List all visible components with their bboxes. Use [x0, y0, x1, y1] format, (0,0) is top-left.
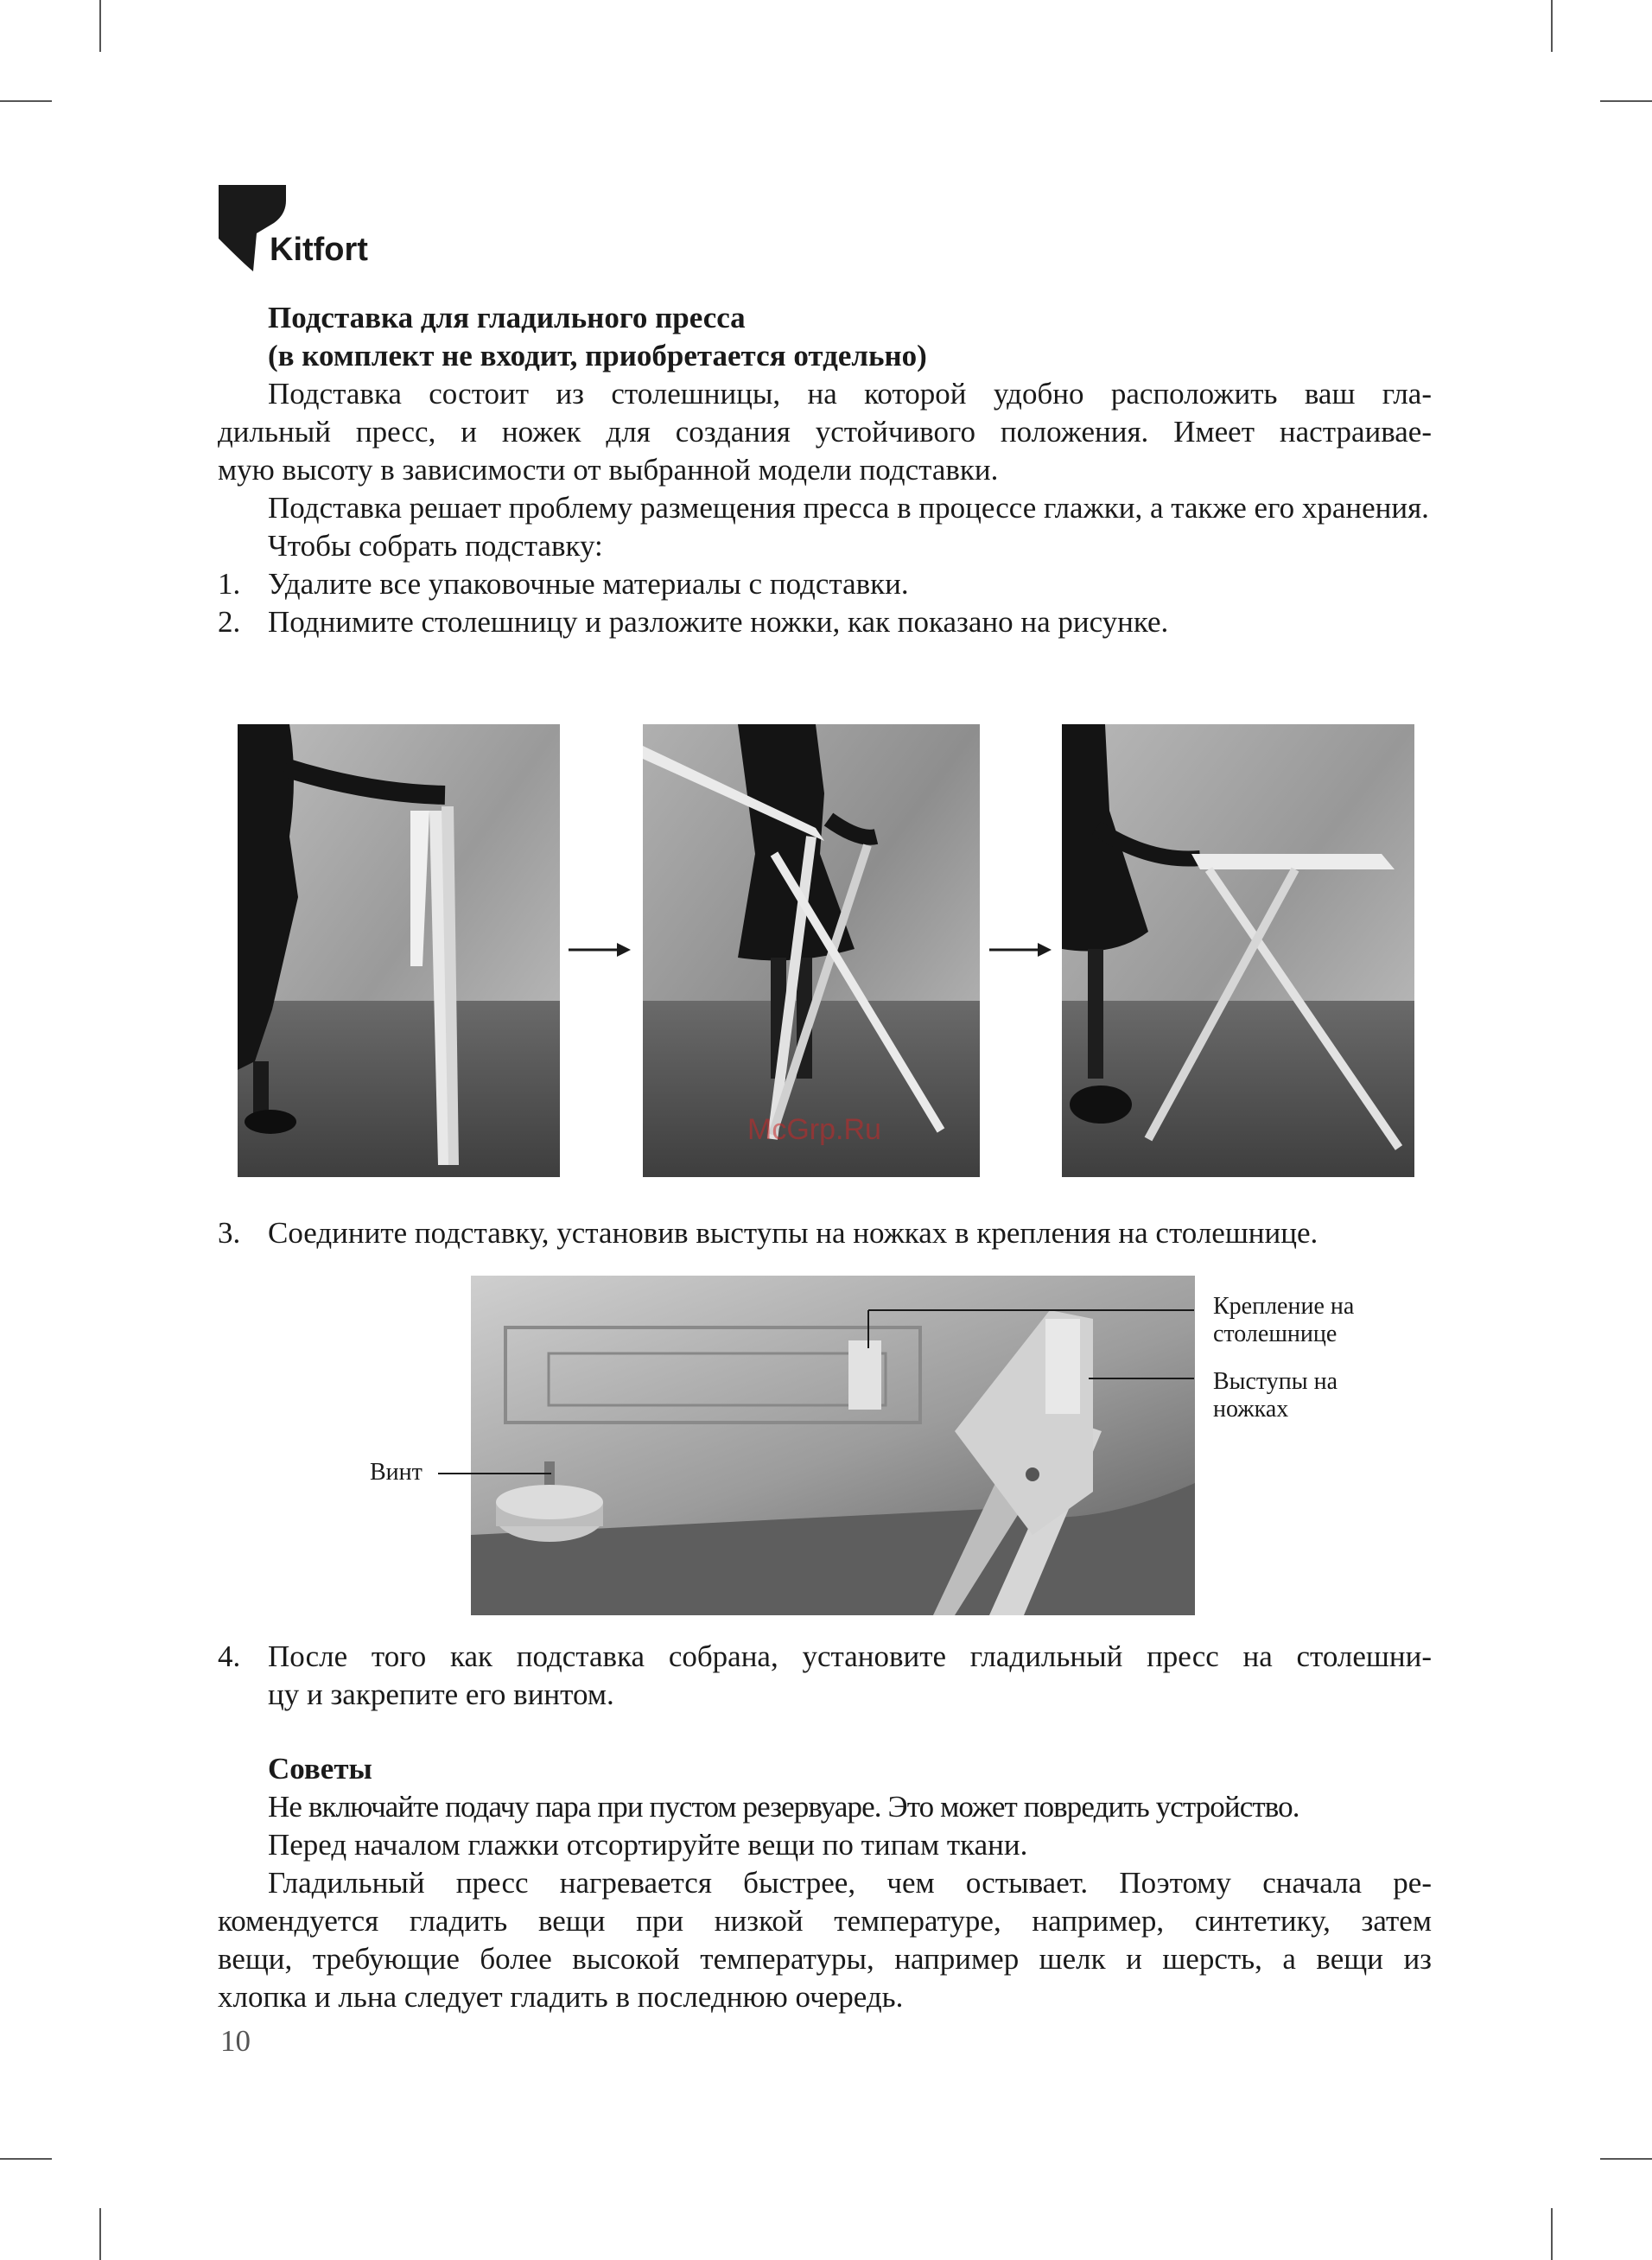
- paragraph: Подставка решает проблему размещения пресса в процессе глажки, а также его хранения.: [268, 491, 1429, 525]
- crop-mark: [0, 2158, 52, 2160]
- photo-stand-assembled: [1062, 724, 1414, 1177]
- label-mount-line2: столешнице: [1213, 1321, 1337, 1347]
- list-text-continued: цу и закрепите его винтом.: [268, 1677, 614, 1711]
- label-screw: Винт: [370, 1459, 423, 1486]
- label-mount-line1: Крепление на: [1213, 1293, 1355, 1320]
- list-text: Поднимите столешницу и разложите ножки, как показано на рисунке.: [268, 605, 1169, 639]
- list-number: 4.: [218, 1639, 241, 1673]
- paragraph-line: комендуется гладить вещи при низкой температуре, например, синтетику, затем: [218, 1904, 1432, 1938]
- list-item: [218, 565, 1432, 603]
- list-item: [218, 603, 1432, 641]
- label-tabs: [1213, 1368, 1337, 1423]
- list-number: 1.: [218, 567, 241, 601]
- paragraph-line: хлопка и льна следует гладить в последнюю очередь.: [218, 1980, 904, 2014]
- list-text: Удалите все упаковочные материалы с подставки.: [268, 567, 909, 601]
- paragraph-line: Гладильный пресс нагревается быстрее, чем остывает. Поэтому сначала ре-: [268, 1866, 1432, 1900]
- label-mount: [1213, 1293, 1354, 1348]
- arrow-right-icon: [569, 941, 631, 958]
- list-intro: Чтобы собрать подставку:: [268, 529, 603, 563]
- list-number: 2.: [218, 605, 241, 639]
- list-item: [218, 1214, 1432, 1252]
- label-tabs-line2: ножках: [1213, 1396, 1289, 1423]
- section-subtitle: (в комплект не входит, приобретается отдельно): [268, 339, 927, 372]
- paragraph-line: мую высоту в зависимости от выбранной модели подставки.: [218, 453, 999, 487]
- tips-line: Не включайте подачу пара при пустом резервуаре. Это может повредить устройство.: [268, 1790, 1299, 1824]
- paragraph-line: дильный пресс, и ножек для создания устойчивого положения. Имеет настраивае-: [218, 415, 1432, 449]
- crop-mark: [99, 0, 101, 52]
- section-title: Подставка для гладильного пресса: [268, 301, 746, 334]
- arrow-right-icon: [989, 941, 1052, 958]
- crop-mark: [99, 2208, 101, 2260]
- list-item: [218, 1638, 1432, 1714]
- tips-title: Советы: [268, 1752, 372, 1786]
- tips-line: Перед началом глажки отсортируйте вещи по типам ткани.: [268, 1828, 1028, 1862]
- photo-stand-folded: [238, 724, 560, 1177]
- section-tips: [218, 1750, 1432, 2016]
- crop-mark: [1600, 2158, 1652, 2160]
- list-text: После того как подставка собрана, установите гладильный пресс на столешни-: [268, 1639, 1432, 1673]
- watermark: McGrp.Ru: [747, 1113, 881, 1146]
- photo-stand-unfolding: [643, 724, 980, 1177]
- section-intro: [218, 299, 1432, 641]
- paragraph-line: Подставка состоит из столешницы, на которой удобно расположить ваш гла-: [268, 377, 1432, 411]
- list-text: Соедините подставку, установив выступы на ножках в крепления на столешнице.: [268, 1216, 1318, 1250]
- crop-mark: [1551, 0, 1553, 52]
- page-number: 10: [220, 2024, 251, 2058]
- list-number: 3.: [218, 1216, 241, 1250]
- crop-mark: [1600, 100, 1652, 102]
- label-tabs-line1: Выступы на: [1213, 1368, 1337, 1395]
- callout-lines: [432, 1296, 1210, 1504]
- crop-mark: [1551, 2208, 1553, 2260]
- crop-mark: [0, 100, 52, 102]
- paragraph-line: вещи, требующие более высокой температуры, например шелк и шерсть, а вещи из: [218, 1942, 1432, 1976]
- brand-name: Kitfort: [270, 232, 368, 268]
